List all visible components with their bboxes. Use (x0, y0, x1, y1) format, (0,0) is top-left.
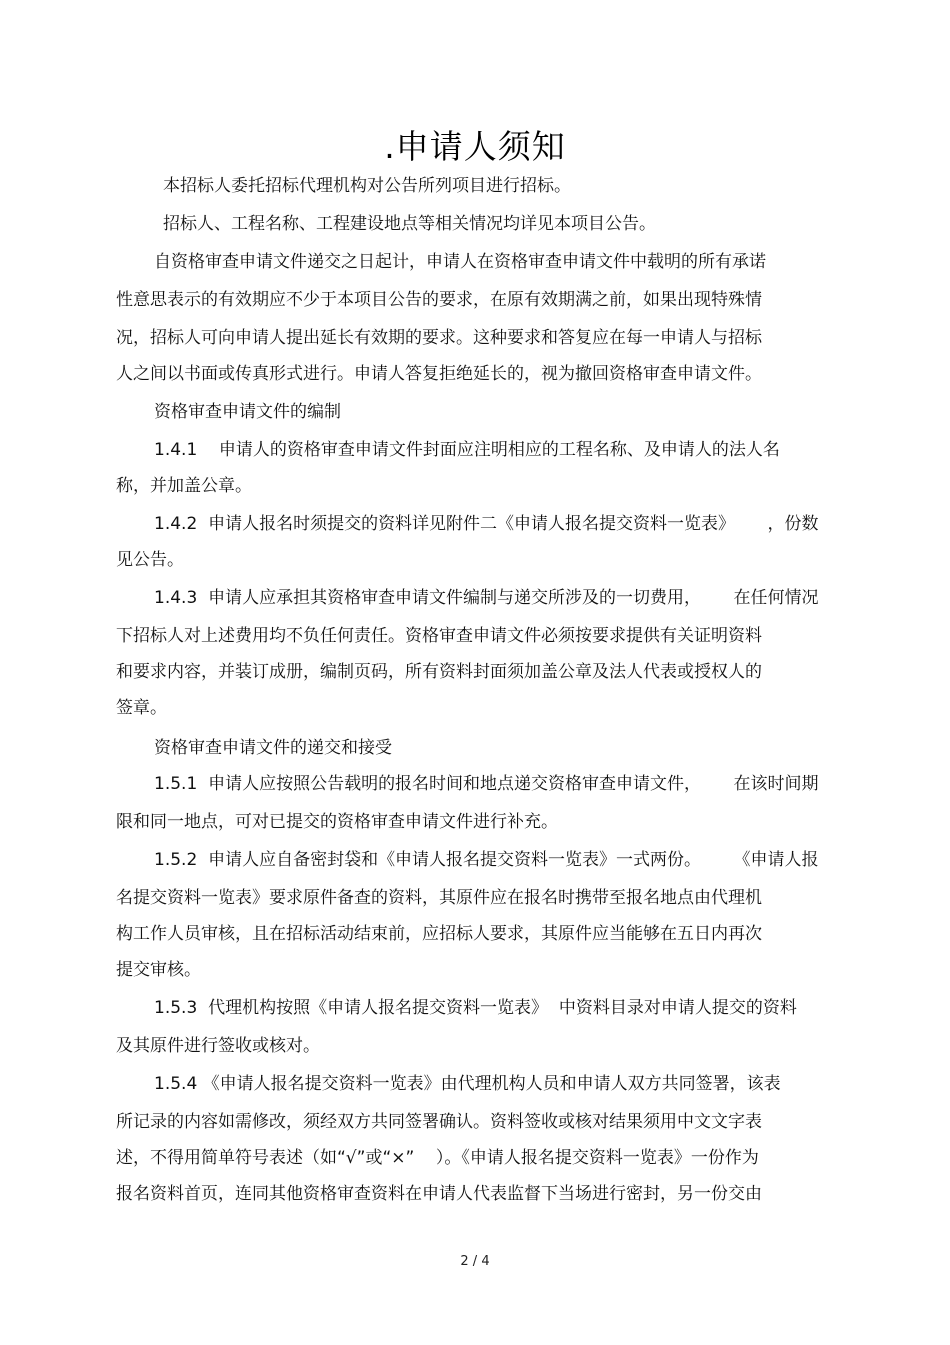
paragraph-line: 所记录的内容如需修改，须经双方共同签署确认。资料签收或核对结果须用中文文字表 (116, 1112, 762, 1132)
paragraph-line: 性意思表示的有效期应不少于本项目公告的要求，在原有效期满之前，如果出现特殊情 (116, 290, 762, 310)
paragraph-line: 名提交资料一览表》要求原件备查的资料，其原件应在报名时携带至报名地点由代理机 (116, 888, 762, 908)
paragraph-line: 称，并加盖公章。 (116, 476, 252, 496)
paragraph-line: 1.4.2 申请人报名时须提交的资料详见附件二《申请人报名提交资料一览表》 ，份数 (154, 514, 819, 534)
paragraph-line: 1.4.3 申请人应承担其资格审查申请文件编制与递交所涉及的一切费用， 在任何情况 (154, 588, 819, 608)
section-heading: 资格审查申请文件的递交和接受 (154, 738, 392, 758)
paragraph-line: 及其原件进行签收或核对。 (116, 1036, 320, 1056)
paragraph-line: 自资格审查申请文件递交之日起计，申请人在资格审查申请文件中载明的所有承诺 (154, 252, 766, 272)
page-number: 2 / 4 (460, 1254, 490, 1269)
paragraph-line: 构工作人员审核，且在招标活动结束前，应招标人要求，其原件应当能够在五日内再次 (116, 924, 762, 944)
paragraph-line: 1.4.1 申请人的资格审查申请文件封面应注明相应的工程名称、及申请人的法人名 (154, 440, 780, 460)
paragraph-line: 况，招标人可向申请人提出延长有效期的要求。这种要求和答复应在每一申请人与招标 (116, 328, 762, 348)
paragraph-line: 签章。 (116, 698, 167, 718)
paragraph-line: 1.5.1 申请人应按照公告载明的报名时间和地点递交资格审查申请文件， 在该时间期 (154, 774, 819, 794)
section-heading: 资格审查申请文件的编制 (154, 402, 341, 422)
paragraph-line: 人之间以书面或传真形式进行。申请人答复拒绝延长的，视为撤回资格审查申请文件。 (116, 364, 762, 384)
paragraph-line: 限和同一地点，可对已提交的资格审查申请文件进行补充。 (116, 812, 558, 832)
paragraph-line: 下招标人对上述费用均不负任何责任。资格审查申请文件必须按要求提供有关证明资料 (116, 626, 762, 646)
document-title: .申请人须知 (384, 127, 566, 166)
paragraph-line: 招标人、工程名称、工程建设地点等相关情况均详见本项目公告。 (163, 214, 656, 234)
paragraph-line: 1.5.3 代理机构按照《申请人报名提交资料一览表》 中资料目录对申请人提交的资料 (154, 998, 797, 1018)
paragraph-line: 本招标人委托招标代理机构对公告所列项目进行招标。 (163, 176, 571, 196)
paragraph-line: 报名资料首页，连同其他资格审查资料在申请人代表监督下当场进行密封，另一份交由 (116, 1184, 762, 1204)
paragraph-line: 述，不得用简单符号表述（如“√”或“×” ）。《申请人报名提交资料一览表》一份作为 (116, 1148, 759, 1168)
paragraph-line: 1.5.2 申请人应自备密封袋和《申请人报名提交资料一览表》一式两份。 《申请人报 (154, 850, 819, 870)
paragraph-line: 提交审核。 (116, 960, 201, 980)
paragraph-line: 见公告。 (116, 550, 184, 570)
paragraph-line: 和要求内容，并装订成册，编制页码，所有资料封面须加盖公章及法人代表或授权人的 (116, 662, 762, 682)
paragraph-line: 1.5.4 《申请人报名提交资料一览表》由代理机构人员和申请人双方共同签署，该表 (154, 1074, 781, 1094)
